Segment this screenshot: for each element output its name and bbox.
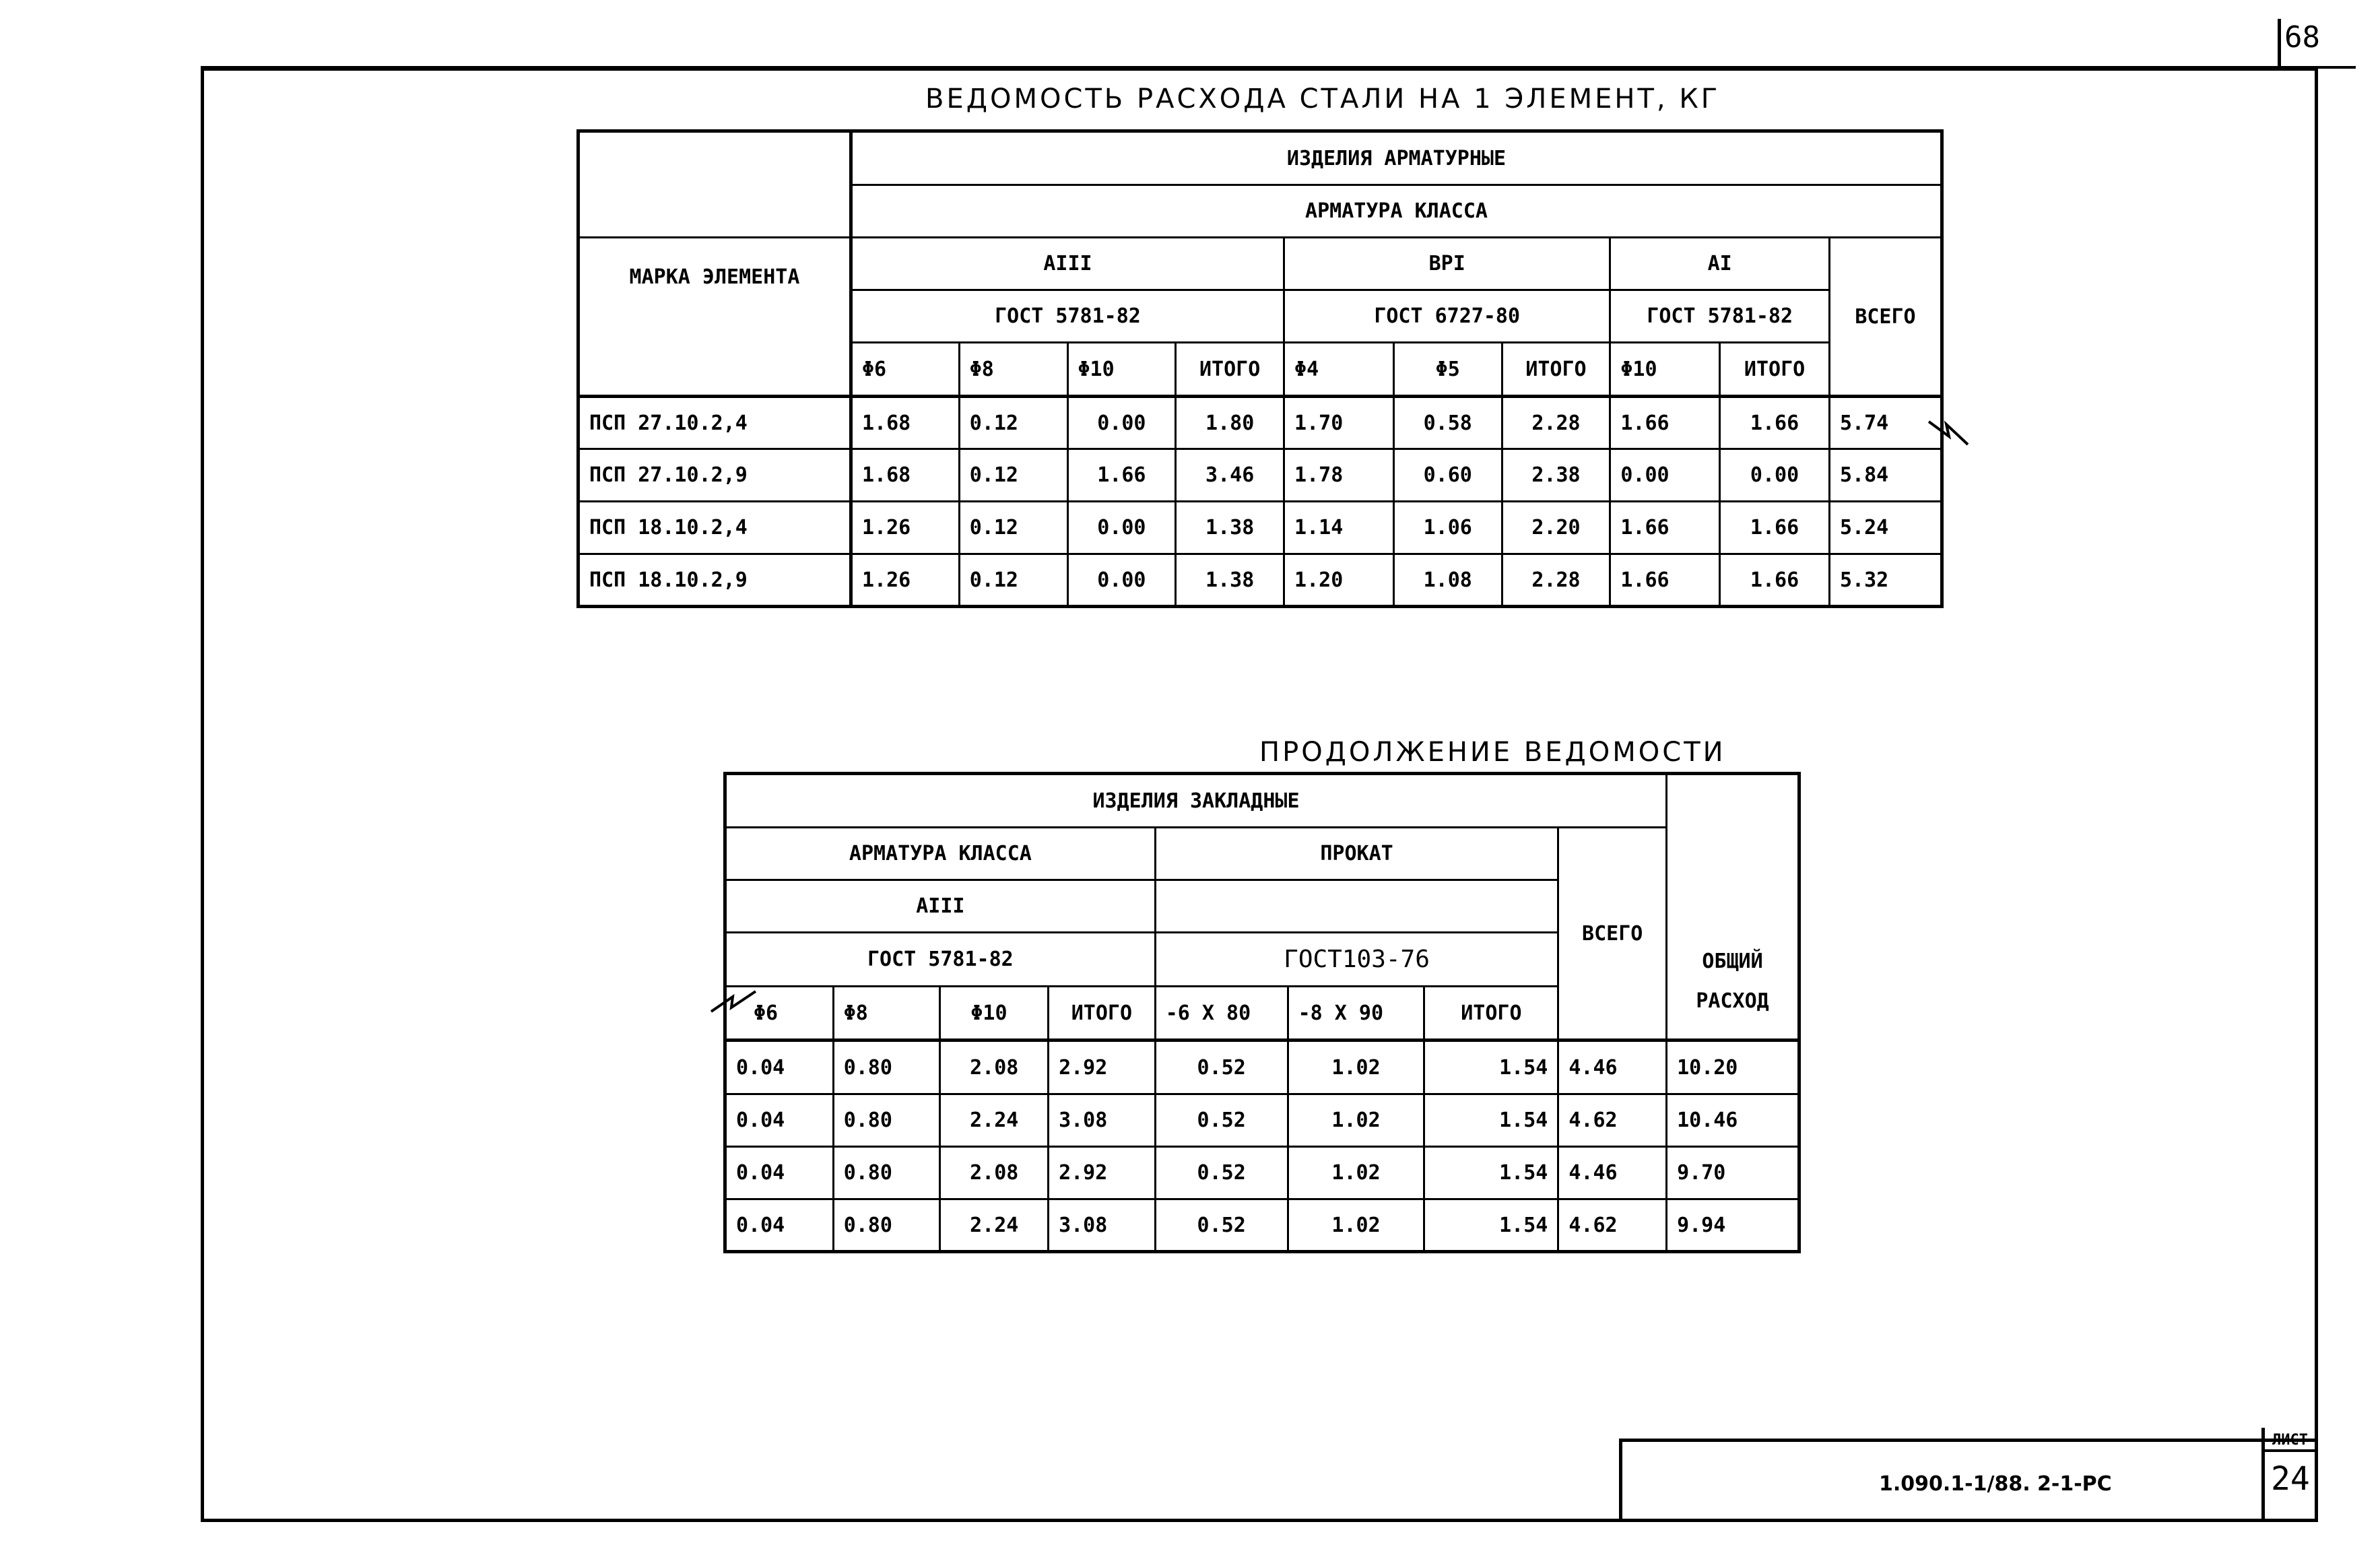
- cell: 2.92: [1049, 1147, 1156, 1199]
- gost-ai: ГОСТ 5781-82: [1610, 290, 1830, 343]
- cell: 1.70: [1284, 397, 1394, 449]
- cell: 1.38: [1176, 502, 1284, 554]
- cell-overall: 9.70: [1667, 1147, 1799, 1199]
- cell: 0.12: [959, 554, 1067, 607]
- cell: 1.54: [1424, 1147, 1558, 1199]
- embedded-parts-table: [723, 772, 1801, 1253]
- cell: 1.14: [1284, 502, 1394, 554]
- prokat-header: ПРОКАТ: [1155, 828, 1558, 880]
- cell: 2.28: [1502, 397, 1610, 449]
- cell: 1.66: [1720, 397, 1830, 449]
- overall-header: [1667, 774, 1799, 1041]
- cell: 0.12: [959, 397, 1067, 449]
- col-header: Φ4: [1284, 343, 1394, 397]
- gost-aiii: ГОСТ 5781-82: [851, 290, 1284, 343]
- table-row: [579, 449, 1942, 502]
- total-header: ВСЕГО: [1829, 238, 1942, 397]
- col-header: ИТОГО: [1049, 987, 1156, 1041]
- cell: 4.62: [1558, 1094, 1667, 1147]
- cell: 0.80: [833, 1147, 940, 1199]
- cell: 0.04: [725, 1199, 834, 1252]
- gost-aiii: ГОСТ 5781-82: [725, 933, 1156, 987]
- gost-bpi: ГОСТ 6727-80: [1284, 290, 1610, 343]
- cell: 2.28: [1502, 554, 1610, 607]
- col-header: ИТОГО: [1424, 987, 1558, 1041]
- row-mark: ПСП 27.10.2,4: [579, 397, 851, 449]
- class-header: АРМАТУРА КЛАССА: [851, 185, 1942, 238]
- cell: 1.78: [1284, 449, 1394, 502]
- cell: 0.04: [725, 1041, 834, 1094]
- col-header: Φ6: [851, 343, 959, 397]
- cell: 0.00: [1610, 449, 1720, 502]
- group-header: ИЗДЕЛИЯ ЗАКЛАДНЫЕ: [725, 774, 1667, 828]
- cell: 0.04: [725, 1094, 834, 1147]
- sheet-number: 24: [2271, 1460, 2310, 1498]
- cell: 1.08: [1393, 554, 1502, 607]
- gost-prokat: ГОСТ103-76: [1155, 933, 1558, 987]
- cell: 1.20: [1284, 554, 1394, 607]
- cell: 1.66: [1610, 502, 1720, 554]
- cell: 4.46: [1558, 1041, 1667, 1094]
- cell-total: 5.24: [1829, 502, 1942, 554]
- col-header: Φ10: [1610, 343, 1720, 397]
- cell: 0.00: [1720, 449, 1830, 502]
- cell: 1.06: [1393, 502, 1502, 554]
- table-row: [579, 397, 1942, 449]
- cell-overall: 9.94: [1667, 1199, 1799, 1252]
- page-number: 68: [2284, 20, 2320, 55]
- sheet-divider: [2261, 1449, 2318, 1452]
- class-ai: AI: [1610, 238, 1830, 290]
- table-row: [725, 1147, 1799, 1199]
- class-bpi: BPI: [1284, 238, 1610, 290]
- sheet-label: ЛИСТ: [2272, 1432, 2308, 1449]
- cell: 4.62: [1558, 1199, 1667, 1252]
- mark-header: МАРКА ЭЛЕМЕНТА: [579, 238, 851, 397]
- table-row: [725, 1199, 1799, 1252]
- cell: 2.08: [940, 1041, 1049, 1094]
- cell: 0.52: [1155, 1094, 1288, 1147]
- cell: 1.68: [851, 397, 959, 449]
- col-header: -6 Х 80: [1155, 987, 1288, 1041]
- cell: 1.66: [1067, 449, 1176, 502]
- cell: 0.80: [833, 1094, 940, 1147]
- table-row: [579, 554, 1942, 607]
- cell: 0.60: [1393, 449, 1502, 502]
- cell-overall: 10.46: [1667, 1094, 1799, 1147]
- col-header: Φ5: [1393, 343, 1502, 397]
- steel-table: [576, 129, 1944, 608]
- cell: 1.02: [1288, 1094, 1424, 1147]
- class-aiii: AIII: [725, 880, 1156, 933]
- cell: 1.54: [1424, 1094, 1558, 1147]
- cell: 3.46: [1176, 449, 1284, 502]
- cell: 2.08: [940, 1147, 1049, 1199]
- col-header: Φ10: [940, 987, 1049, 1041]
- cell: 0.80: [833, 1041, 940, 1094]
- col-header: ИТОГО: [1720, 343, 1830, 397]
- table-row: [725, 1094, 1799, 1147]
- cell: 3.08: [1049, 1199, 1156, 1252]
- cell: 0.12: [959, 449, 1067, 502]
- document-code: 1.090.1-1/88. 2-1-PC: [1879, 1472, 2112, 1496]
- cell: 2.24: [940, 1199, 1049, 1252]
- cell: 3.08: [1049, 1094, 1156, 1147]
- cell: 0.00: [1067, 502, 1176, 554]
- cell: 1.66: [1610, 397, 1720, 449]
- cell: 2.92: [1049, 1041, 1156, 1094]
- cell: 0.00: [1067, 397, 1176, 449]
- cell-total: 5.74: [1829, 397, 1942, 449]
- col-header: -8 Х 90: [1288, 987, 1424, 1041]
- cell: 1.02: [1288, 1199, 1424, 1252]
- break-mark-icon: [708, 987, 762, 1021]
- table-row: [579, 502, 1942, 554]
- cell: 0.52: [1155, 1147, 1288, 1199]
- cell-total: 5.84: [1829, 449, 1942, 502]
- cell: 0.12: [959, 502, 1067, 554]
- col-header: ИТОГО: [1502, 343, 1610, 397]
- overall-header-line2: РАСХОД: [1696, 989, 1769, 1013]
- row-mark: ПСП 18.10.2,4: [579, 502, 851, 554]
- cell: 1.80: [1176, 397, 1284, 449]
- cell: 1.54: [1424, 1199, 1558, 1252]
- cell: 1.54: [1424, 1041, 1558, 1094]
- mark-header-blank: [579, 131, 851, 238]
- cell: 0.58: [1393, 397, 1502, 449]
- table1-title: ВЕДОМОСТЬ РАСХОДА СТАЛИ НА 1 ЭЛЕМЕНТ, КГ: [925, 84, 1721, 114]
- cell-overall: 10.20: [1667, 1041, 1799, 1094]
- cell: 4.46: [1558, 1147, 1667, 1199]
- cell: 1.26: [851, 502, 959, 554]
- cell: 2.24: [940, 1094, 1049, 1147]
- cell: 1.02: [1288, 1041, 1424, 1094]
- group-header: ИЗДЕЛИЯ АРМАТУРНЫЕ: [851, 131, 1942, 185]
- cell: 0.04: [725, 1147, 834, 1199]
- cell: 2.20: [1502, 502, 1610, 554]
- cell: 1.66: [1610, 554, 1720, 607]
- cell: 1.02: [1288, 1147, 1424, 1199]
- class-header: АРМАТУРА КЛАССА: [725, 828, 1156, 880]
- row-mark: ПСП 27.10.2,9: [579, 449, 851, 502]
- cell: 1.68: [851, 449, 959, 502]
- col-header: Φ8: [833, 987, 940, 1041]
- col-header: Φ10: [1067, 343, 1176, 397]
- table2-title: ПРОДОЛЖЕНИЕ ВЕДОМОСТИ: [1259, 737, 1726, 768]
- cell: 0.52: [1155, 1041, 1288, 1094]
- overall-header-line1: ОБЩИЙ: [1702, 949, 1763, 973]
- cell: 2.38: [1502, 449, 1610, 502]
- cell: 1.26: [851, 554, 959, 607]
- cell-total: 5.32: [1829, 554, 1942, 607]
- class-aiii: AIII: [851, 238, 1284, 290]
- row-mark: ПСП 18.10.2,9: [579, 554, 851, 607]
- cell: 0.52: [1155, 1199, 1288, 1252]
- cell: 1.38: [1176, 554, 1284, 607]
- col-header: Φ6: [725, 987, 834, 1041]
- cell: 0.00: [1067, 554, 1176, 607]
- break-mark-icon: [1926, 412, 1973, 453]
- prokat-blank: [1155, 880, 1558, 933]
- table-row: [725, 1041, 1799, 1094]
- cell: 1.66: [1720, 554, 1830, 607]
- total-header: ВСЕГО: [1558, 828, 1667, 1041]
- col-header: ИТОГО: [1176, 343, 1284, 397]
- cell: 1.66: [1720, 502, 1830, 554]
- page-number-bar: [2278, 19, 2281, 67]
- cell: 0.80: [833, 1199, 940, 1252]
- col-header: Φ8: [959, 343, 1067, 397]
